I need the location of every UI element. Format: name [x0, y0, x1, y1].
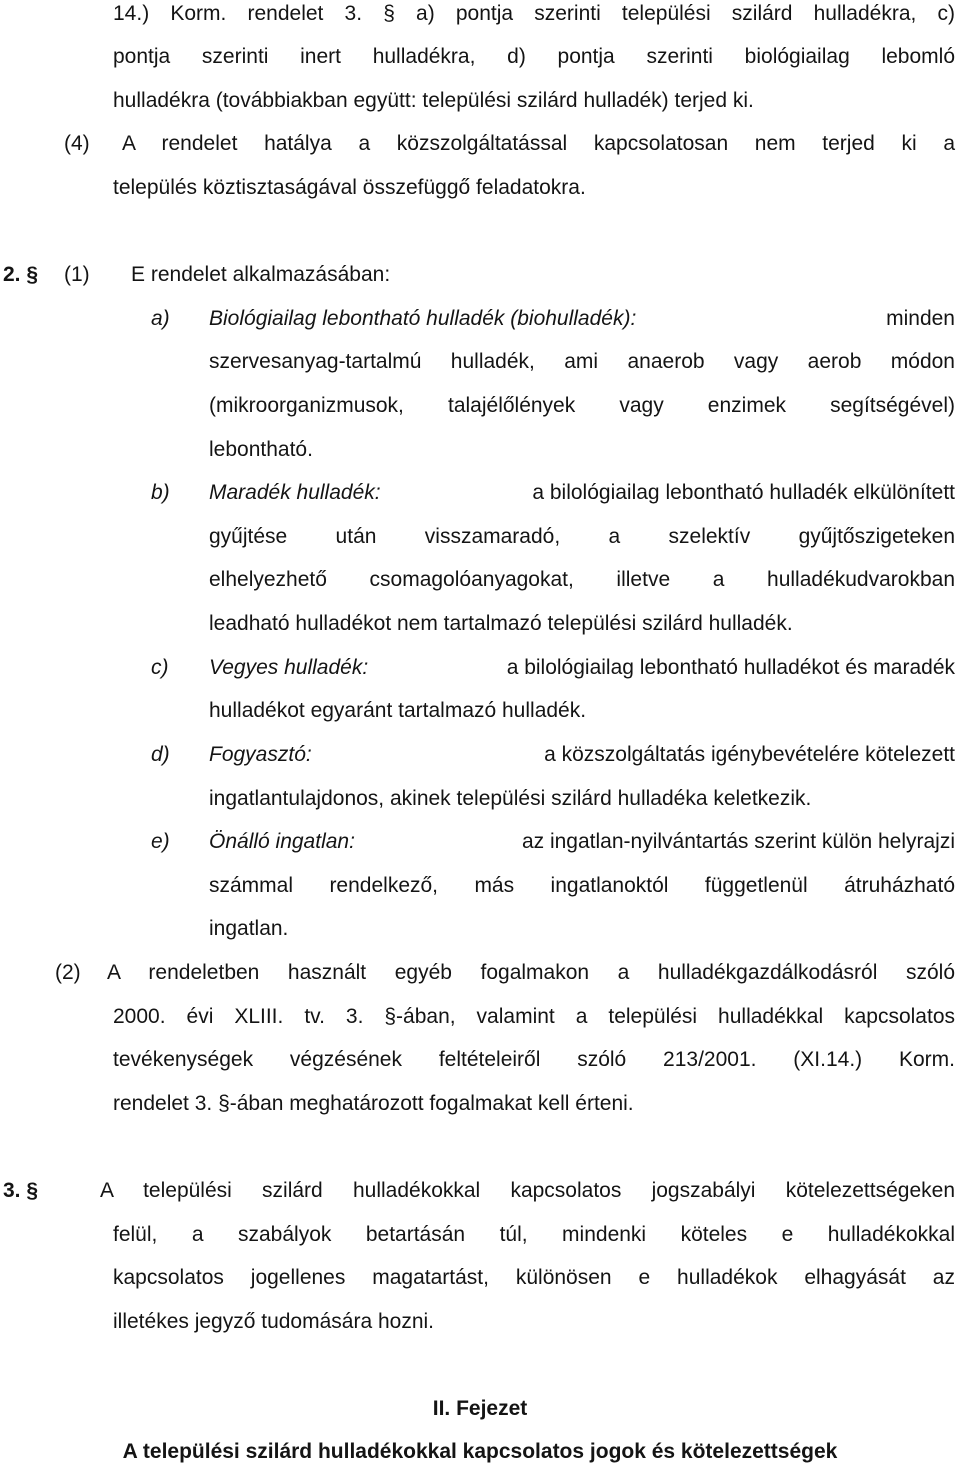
section-2-heading: 2. §	[3, 263, 39, 286]
section-3-line-2: felül, a szabályok betartásán túl, mindenki köteles e hulladékokkal	[113, 1223, 955, 1246]
section-3-line-4: illetékes jegyző tudomására hozni.	[113, 1310, 435, 1333]
paragraph-4-line-2: település köztisztaságával összefüggő feladatokra.	[113, 176, 586, 199]
item-a-line-2: szervesanyag-tartalmú hulladék, ami anaerob vagy aerob módon	[209, 350, 955, 373]
section-3-heading: 3. §	[3, 1179, 39, 1202]
item-e-text: az ingatlan-nyilvántartás szerint külön helyrajzi	[521, 830, 955, 853]
paragraph-number-2: (2)	[55, 961, 81, 984]
item-a-line-4: lebontható.	[209, 438, 313, 461]
item-c-term: Vegyes hulladék:	[209, 656, 369, 679]
item-a-text: minden	[886, 307, 955, 330]
item-a-term: Biológiailag lebontható hulladék (biohulladék):	[209, 307, 637, 330]
item-d-text: a közszolgáltatás igénybevételére kötelezett	[544, 743, 955, 766]
intro-line-2: pontja szerinti inert hulladékra, d) pontja szerinti biológiailag lebomló	[113, 45, 955, 68]
section-2-intro-text: E rendelet alkalmazásában:	[131, 263, 391, 286]
section-2-paragraph-number-1: (1)	[64, 263, 90, 286]
item-e-line-1	[209, 829, 955, 855]
item-b-label: b)	[151, 481, 170, 504]
item-b-line-3: elhelyezhető csomagolóanyagokat, illetve a hulladékudvarokban	[209, 568, 955, 591]
section-3-line-1: A települési szilárd hulladékokkal kapcsolatos jogszabályi kötelezettségeken	[100, 1179, 955, 1202]
item-a-line-1	[209, 306, 955, 332]
chapter-number: II. Fejezet	[432, 1397, 528, 1420]
paragraph-2-line-4: rendelet 3. §-ában meghatározott fogalmakat kell érteni.	[113, 1092, 634, 1115]
paragraph-2-line-3: tevékenységek végzésének feltételeiről szóló 213/2001. (XI.14.) Korm.	[113, 1048, 955, 1071]
item-d-line-2: ingatlantulajdonos, akinek települési szilárd hulladéka keletkezik.	[209, 787, 812, 810]
item-c-line-1	[209, 655, 955, 681]
item-b-text: a bilológiailag lebontható hulladék elkülönített	[532, 481, 955, 504]
item-b-line-1	[209, 480, 955, 506]
item-c-text: a bilológiailag lebontható hulladékot és maradék	[506, 656, 955, 679]
item-d-term: Fogyasztó:	[209, 743, 312, 766]
section-3-line-3: kapcsolatos jogellenes magatartást, különösen e hulladékok elhagyását az	[113, 1266, 955, 1289]
item-b-term: Maradék hulladék:	[209, 481, 381, 504]
item-e-label: e)	[151, 830, 170, 853]
item-c-label: c)	[151, 656, 169, 679]
paragraph-2-line-2: 2000. évi XLIII. tv. 3. §-ában, valamint a települési hulladékkal kapcsolatos	[113, 1005, 955, 1028]
intro-line-3: hulladékra (továbbiakban együtt: települési szilárd hulladék) terjed ki.	[113, 89, 754, 112]
intro-line-1: 14.) Korm. rendelet 3. § a) pontja szerinti települési szilárd hulladékra, c)	[113, 2, 955, 25]
item-b-line-4: leadható hulladékot nem tartalmazó települési szilárd hulladék.	[209, 612, 793, 635]
item-e-term: Önálló ingatlan:	[209, 830, 355, 853]
item-a-line-3: (mikroorganizmusok, talajélőlények vagy enzimek segítségével)	[209, 394, 955, 417]
paragraph-2-line-1: A rendeletben használt egyéb fogalmakon a hulladékgazdálkodásról szóló	[107, 961, 955, 984]
paragraph-4-line-1: A rendelet hatálya a közszolgáltatással kapcsolatosan nem terjed ki a	[122, 132, 955, 155]
item-d-label: d)	[151, 743, 170, 766]
paragraph-number-4: (4)	[64, 132, 90, 155]
item-e-line-3: ingatlan.	[209, 917, 289, 940]
chapter-title: A települési szilárd hulladékokkal kapcsolatos jogok és kötelezettségek	[122, 1440, 838, 1463]
item-d-line-1	[209, 742, 955, 768]
item-e-line-2: számmal rendelkező, más ingatlanoktól függetlenül átruházható	[209, 874, 955, 897]
item-b-line-2: gyűjtése után visszamaradó, a szelektív gyűjtőszigeteken	[209, 525, 955, 548]
item-a-label: a)	[151, 307, 170, 330]
item-c-line-2: hulladékot egyaránt tartalmazó hulladék.	[209, 699, 587, 722]
